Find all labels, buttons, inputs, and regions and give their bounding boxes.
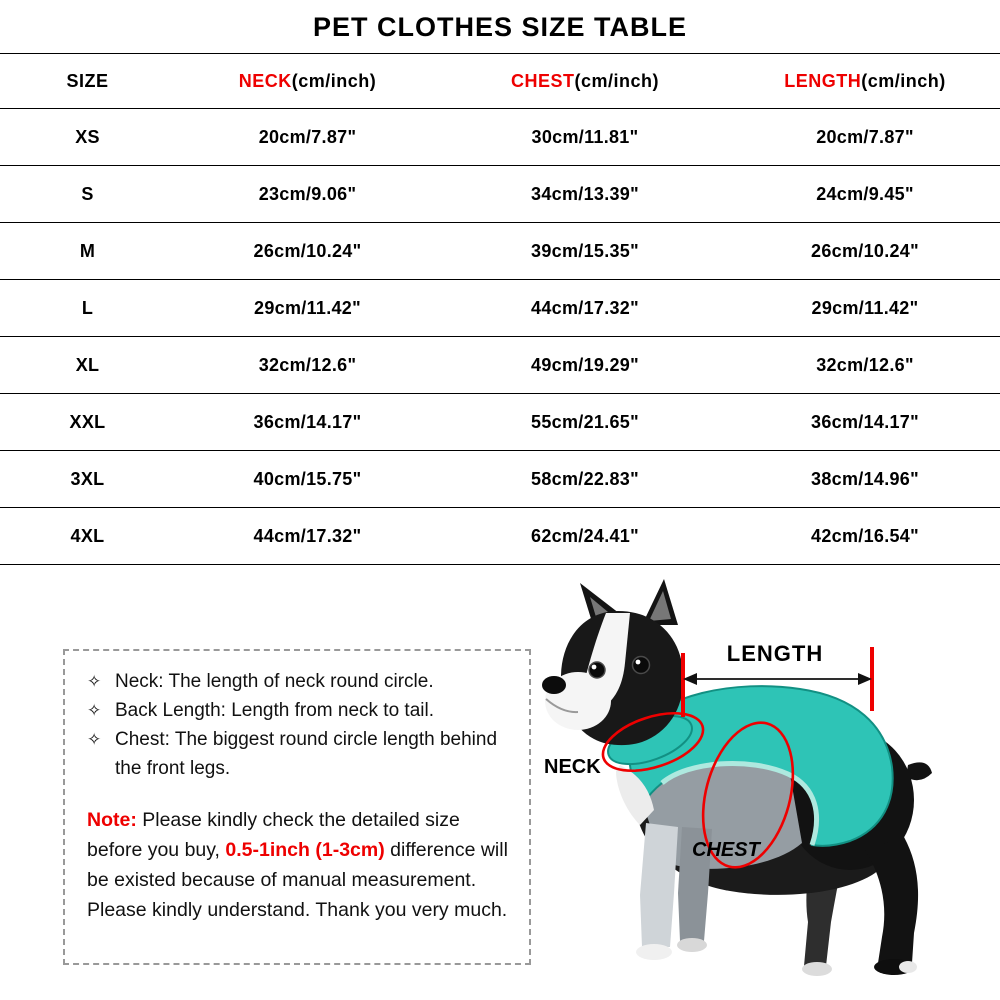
chest-header-accent: CHEST (510, 70, 575, 91)
chest-cell: 49cm/19.29" (440, 337, 730, 394)
col-header-size: SIZE (0, 54, 175, 109)
length-header-unit: (cm/inch) (861, 70, 946, 91)
table-row (0, 508, 1000, 565)
size-cell: S (0, 166, 175, 223)
length-cell: 20cm/7.87" (730, 109, 1000, 166)
length-cell: 26cm/10.24" (730, 223, 1000, 280)
table-row (0, 166, 1000, 223)
note-bullet-neck (87, 667, 515, 696)
length-cell: 32cm/12.6" (730, 337, 1000, 394)
neck-header-accent: NECK (238, 70, 292, 91)
note-bullet-back-length (87, 696, 515, 725)
bullet-text (115, 667, 434, 696)
length-cell: 42cm/16.54" (730, 508, 1000, 565)
sparkle-icon: ✧ (87, 730, 102, 749)
sparkle-icon: ✧ (87, 672, 102, 691)
bullet-body: The biggest round circle length behind the front legs. (115, 729, 498, 779)
bullet-label: Neck: (115, 671, 164, 692)
table-row (0, 394, 1000, 451)
bullet-body: Length from neck to tail. (225, 700, 434, 721)
table-row (0, 337, 1000, 394)
length-cell: 36cm/14.17" (730, 394, 1000, 451)
chest-label: CHEST (692, 839, 760, 861)
table-row (0, 223, 1000, 280)
chest-header-unit: (cm/inch) (574, 70, 660, 91)
bullet-text (115, 725, 515, 783)
table-row (0, 109, 1000, 166)
chest-cell: 30cm/11.81" (440, 109, 730, 166)
page-title: PET CLOTHES SIZE TABLE (312, 12, 687, 42)
chest-cell: 39cm/15.35" (440, 223, 730, 280)
length-cell: 24cm/9.45" (730, 166, 1000, 223)
measurement-disclaimer (87, 805, 515, 925)
size-cell: XXL (0, 394, 175, 451)
dog-front-leg (640, 823, 678, 947)
chest-cell: 55cm/21.65" (440, 394, 730, 451)
chest-cell: 58cm/22.83" (440, 451, 730, 508)
table-row (0, 451, 1000, 508)
size-cell: L (0, 280, 175, 337)
length-cell: 38cm/14.96" (730, 451, 1000, 508)
length-label: LENGTH (726, 641, 824, 666)
col-header-length (730, 54, 1000, 109)
sparkle-icon: ✧ (87, 701, 102, 720)
bullet-label: Chest: (115, 729, 170, 750)
table-row (0, 280, 1000, 337)
note-text-1: Please kindly check the detailed size before you buy, (87, 809, 460, 861)
dog-eye (589, 662, 605, 678)
length-header-accent: LENGTH (784, 70, 862, 91)
bullet-text (115, 696, 434, 725)
dog-measurement-diagram (520, 575, 1000, 995)
note-tolerance: 0.5-1inch (1-3cm) (225, 839, 385, 861)
neck-cell: 29cm/11.42" (175, 280, 440, 337)
chest-cell: 34cm/13.39" (440, 166, 730, 223)
size-cell: 3XL (0, 451, 175, 508)
neck-label: NECK (544, 756, 601, 778)
neck-cell: 32cm/12.6" (175, 337, 440, 394)
neck-cell: 20cm/7.87" (175, 109, 440, 166)
size-cell: M (0, 223, 175, 280)
dog-eye (633, 657, 650, 674)
col-header-chest (440, 54, 730, 109)
size-cell: XL (0, 337, 175, 394)
bullet-body: The length of neck round circle. (163, 671, 434, 692)
neck-cell: 44cm/17.32" (175, 508, 440, 565)
table-header-row (0, 54, 1000, 109)
note-label: Note: (87, 809, 137, 831)
dog-nose (542, 676, 566, 694)
measurement-notes-box (63, 649, 531, 965)
neck-cell: 23cm/9.06" (175, 166, 440, 223)
length-cell: 29cm/11.42" (730, 280, 1000, 337)
note-text-2: difference will be existed because of manual measurement. Please kindly understand. Thank you very much. (87, 839, 508, 921)
neck-cell: 26cm/10.24" (175, 223, 440, 280)
size-cell: XS (0, 109, 175, 166)
chest-cell: 62cm/24.41" (440, 508, 730, 565)
neck-cell: 40cm/15.75" (175, 451, 440, 508)
neck-header-unit: (cm/inch) (291, 70, 377, 91)
note-bullet-chest (87, 725, 515, 783)
chest-cell: 44cm/17.32" (440, 280, 730, 337)
size-table (0, 53, 1000, 565)
col-header-neck (175, 54, 440, 109)
bullet-label: Back Length: (115, 700, 226, 721)
neck-cell: 36cm/14.17" (175, 394, 440, 451)
size-cell: 4XL (0, 508, 175, 565)
dog-head (542, 579, 683, 745)
